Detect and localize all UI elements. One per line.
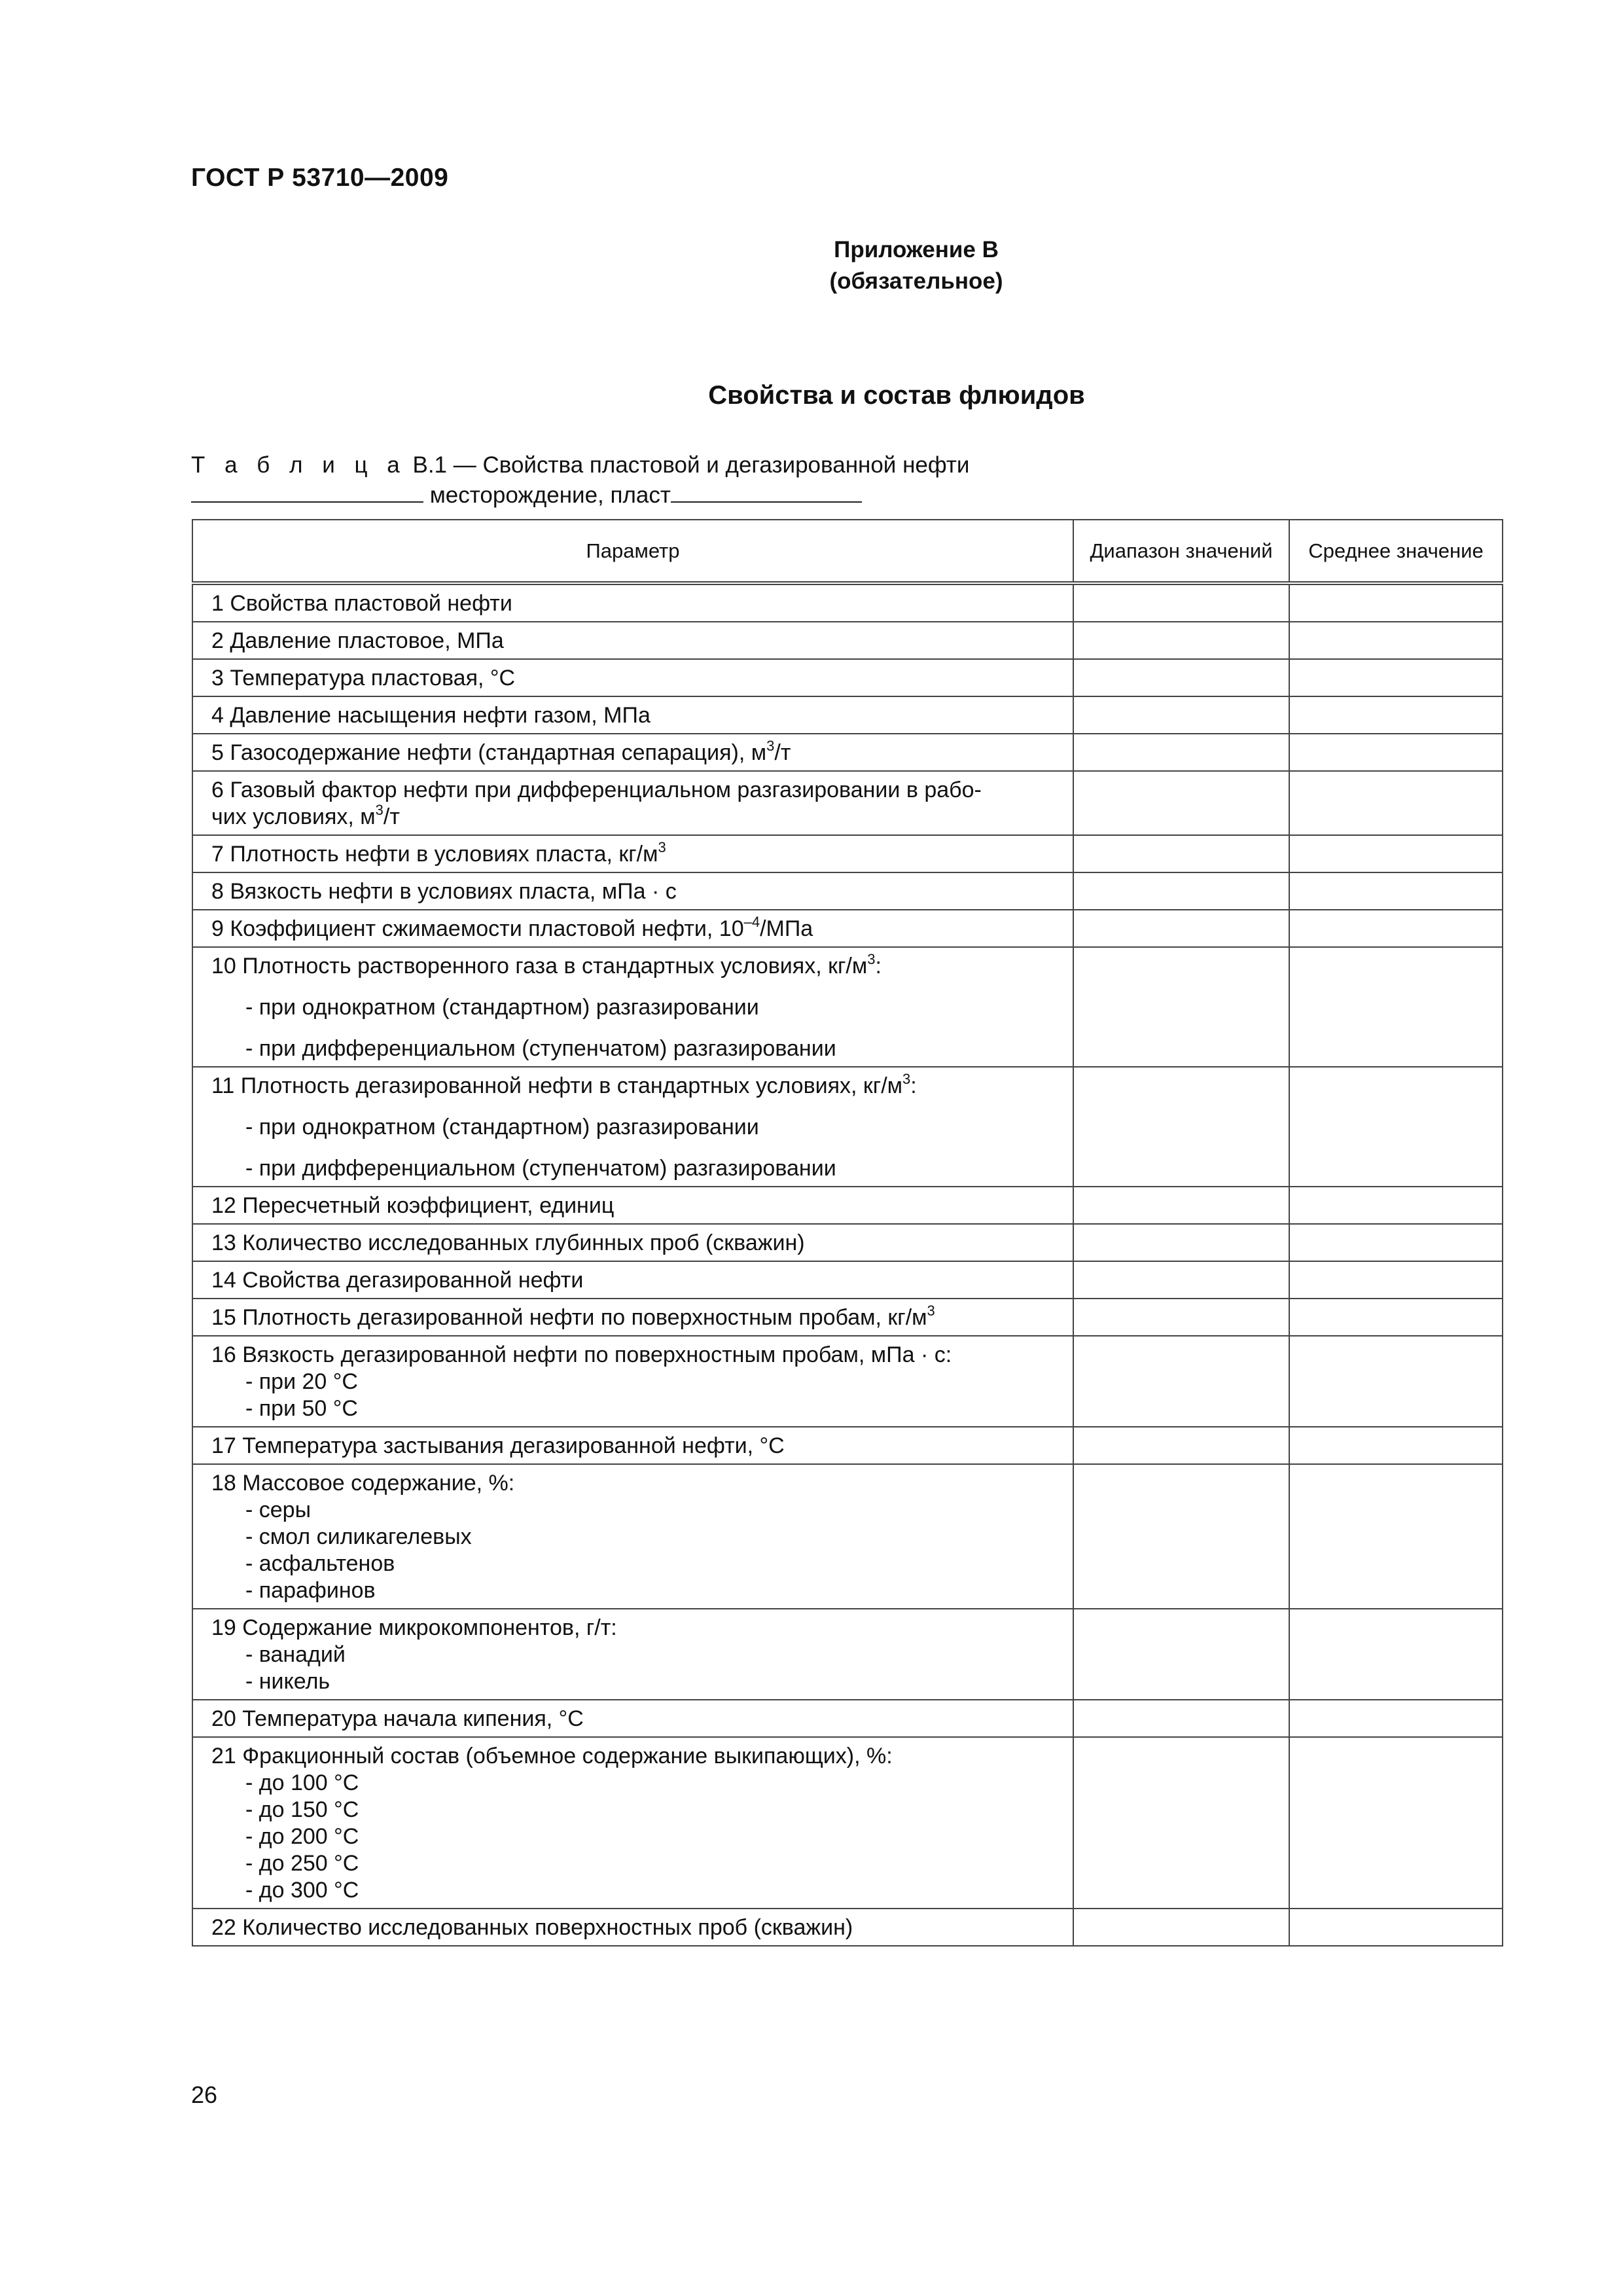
table-row bbox=[192, 771, 1503, 835]
table-header-row bbox=[192, 520, 1503, 583]
average-cell[interactable] bbox=[1289, 872, 1503, 910]
average-cell[interactable] bbox=[1289, 1609, 1503, 1700]
range-cell[interactable] bbox=[1073, 622, 1289, 659]
average-cell[interactable] bbox=[1289, 947, 1503, 1067]
range-cell[interactable] bbox=[1073, 835, 1289, 872]
table-row bbox=[192, 1464, 1503, 1609]
parameter-cell: 10 Плотность растворенного газа в стандартных условиях, $кг/м^3$: - при однократном (стандартном) разгазировании - при дифференциальном (ступенчатом) разгазировании bbox=[192, 947, 1073, 1067]
range-cell[interactable] bbox=[1073, 1909, 1289, 1946]
average-cell[interactable] bbox=[1289, 1427, 1503, 1464]
parameter-cell: 9 Коэффициент сжимаемости пластовой нефти, $10^{-4}$/МПа bbox=[192, 910, 1073, 947]
table-row bbox=[192, 696, 1503, 734]
caption-text: — Свойства пластовой и дегазированной нефти bbox=[447, 452, 970, 478]
table-row bbox=[192, 1427, 1503, 1464]
range-cell[interactable] bbox=[1073, 1700, 1289, 1737]
table-row bbox=[192, 1299, 1503, 1336]
parameter-cell: 20 Температура начала кипения, °С bbox=[192, 1700, 1073, 1737]
average-cell[interactable] bbox=[1289, 659, 1503, 696]
average-cell[interactable] bbox=[1289, 1336, 1503, 1427]
parameter-cell: 22 Количество исследованных поверхностных проб (скважин) bbox=[192, 1909, 1073, 1946]
range-cell[interactable] bbox=[1073, 1299, 1289, 1336]
range-cell[interactable] bbox=[1073, 1609, 1289, 1700]
range-cell[interactable] bbox=[1073, 696, 1289, 734]
page-number: 26 bbox=[191, 2081, 218, 2108]
table-row bbox=[192, 1187, 1503, 1224]
range-cell[interactable] bbox=[1073, 583, 1289, 622]
parameter-cell: 3 Температура пластовая, °С bbox=[192, 659, 1073, 696]
average-cell[interactable] bbox=[1289, 1909, 1503, 1946]
average-cell[interactable] bbox=[1289, 1261, 1503, 1299]
parameter-cell: 21 Фракционный состав (объемное содержание выкипающих), %: - до 100 °С - до 150 °С - до 200 °С - до 250 °С - до 300 °С bbox=[192, 1737, 1073, 1909]
range-cell[interactable] bbox=[1073, 1737, 1289, 1909]
average-cell[interactable] bbox=[1289, 1067, 1503, 1187]
table-row bbox=[192, 1609, 1503, 1700]
range-cell[interactable] bbox=[1073, 947, 1289, 1067]
average-cell[interactable] bbox=[1289, 622, 1503, 659]
header-average: Среднее значение bbox=[1289, 520, 1503, 583]
range-cell[interactable] bbox=[1073, 1464, 1289, 1609]
table-row bbox=[192, 1909, 1503, 1946]
table-row bbox=[192, 583, 1503, 622]
average-cell[interactable] bbox=[1289, 1464, 1503, 1609]
parameter-cell: 6 Газовый фактор нефти при дифференциальном разгазировании в рабо- чих условиях, $м^3/т$ bbox=[192, 771, 1073, 835]
average-cell[interactable] bbox=[1289, 696, 1503, 734]
annex-heading bbox=[694, 234, 1139, 297]
parameter-cell: 2 Давление пластовое, МПа bbox=[192, 622, 1073, 659]
caption-label: Т а б л и ц а bbox=[191, 452, 406, 478]
range-cell[interactable] bbox=[1073, 771, 1289, 835]
document-code: ГОСТ Р 53710—2009 bbox=[191, 164, 449, 192]
average-cell[interactable] bbox=[1289, 1299, 1503, 1336]
table-row bbox=[192, 910, 1503, 947]
annex-title: Приложение В bbox=[834, 237, 999, 262]
average-cell[interactable] bbox=[1289, 771, 1503, 835]
parameter-cell: 1 Свойства пластовой нефти bbox=[192, 583, 1073, 622]
table-row bbox=[192, 1224, 1503, 1261]
parameter-cell: 12 Пересчетный коэффициент, единиц bbox=[192, 1187, 1073, 1224]
range-cell[interactable] bbox=[1073, 1224, 1289, 1261]
parameter-cell: 5 Газосодержание нефти (стандартная сепарация), $м^3/т$ bbox=[192, 734, 1073, 771]
table-row bbox=[192, 622, 1503, 659]
average-cell[interactable] bbox=[1289, 1737, 1503, 1909]
field-name-blank bbox=[191, 482, 423, 503]
reservoir-blank bbox=[671, 482, 862, 503]
average-cell[interactable] bbox=[1289, 583, 1503, 622]
average-cell[interactable] bbox=[1289, 1187, 1503, 1224]
range-cell[interactable] bbox=[1073, 1261, 1289, 1299]
range-cell[interactable] bbox=[1073, 910, 1289, 947]
annex-status: (обязательное) bbox=[829, 268, 1003, 294]
parameter-cell: 7 Плотность нефти в условиях пласта, $кг/м^3$ bbox=[192, 835, 1073, 872]
range-cell[interactable] bbox=[1073, 1336, 1289, 1427]
range-cell[interactable] bbox=[1073, 872, 1289, 910]
parameter-cell: 11 Плотность дегазированной нефти в стандартных условиях, $кг/м^3$: - при однократном (стандартном) разгазировании - при дифференциальном (ступенчатом) разгазировании bbox=[192, 1067, 1073, 1187]
properties-table bbox=[192, 519, 1503, 1946]
table-row bbox=[192, 1700, 1503, 1737]
range-cell[interactable] bbox=[1073, 1427, 1289, 1464]
header-parameter: Параметр bbox=[192, 520, 1073, 583]
average-cell[interactable] bbox=[1289, 1700, 1503, 1737]
parameter-cell: 8 Вязкость нефти в условиях пласта, мПа · с bbox=[192, 872, 1073, 910]
table-row bbox=[192, 734, 1503, 771]
average-cell[interactable] bbox=[1289, 910, 1503, 947]
parameter-cell: 18 Массовое содержание, %: - серы - смол силикагелевых - асфальтенов - парафинов bbox=[192, 1464, 1073, 1609]
parameter-cell: 13 Количество исследованных глубинных проб (скважин) bbox=[192, 1224, 1073, 1261]
parameter-cell: 17 Температура застывания дегазированной нефти, °С bbox=[192, 1427, 1073, 1464]
parameter-cell: 4 Давление насыщения нефти газом, МПа bbox=[192, 696, 1073, 734]
caption-number: В.1 bbox=[412, 452, 448, 478]
parameter-cell: 14 Свойства дегазированной нефти bbox=[192, 1261, 1073, 1299]
section-title: Свойства и состав флюидов bbox=[708, 381, 1085, 410]
average-cell[interactable] bbox=[1289, 734, 1503, 771]
table-row bbox=[192, 1737, 1503, 1909]
range-cell[interactable] bbox=[1073, 1067, 1289, 1187]
table-row bbox=[192, 659, 1503, 696]
range-cell[interactable] bbox=[1073, 659, 1289, 696]
range-cell[interactable] bbox=[1073, 734, 1289, 771]
parameter-cell: 19 Содержание микрокомпонентов, г/т: - ванадий - никель bbox=[192, 1609, 1073, 1700]
table-row bbox=[192, 1067, 1503, 1187]
table-row bbox=[192, 947, 1503, 1067]
table-row bbox=[192, 835, 1503, 872]
table-row bbox=[192, 1261, 1503, 1299]
average-cell[interactable] bbox=[1289, 835, 1503, 872]
parameter-cell: 16 Вязкость дегазированной нефти по поверхностным пробам, мПа · с: - при 20 °С - при 50 °С bbox=[192, 1336, 1073, 1427]
header-range: Диапазон значений bbox=[1073, 520, 1289, 583]
range-cell[interactable] bbox=[1073, 1187, 1289, 1224]
table-row bbox=[192, 1336, 1503, 1427]
caption-line2: месторождение, пласт bbox=[429, 482, 671, 508]
table-caption bbox=[191, 450, 970, 511]
parameter-cell: 15 Плотность дегазированной нефти по поверхностным пробам, $кг/м^3$ bbox=[192, 1299, 1073, 1336]
average-cell[interactable] bbox=[1289, 1224, 1503, 1261]
table-row bbox=[192, 872, 1503, 910]
